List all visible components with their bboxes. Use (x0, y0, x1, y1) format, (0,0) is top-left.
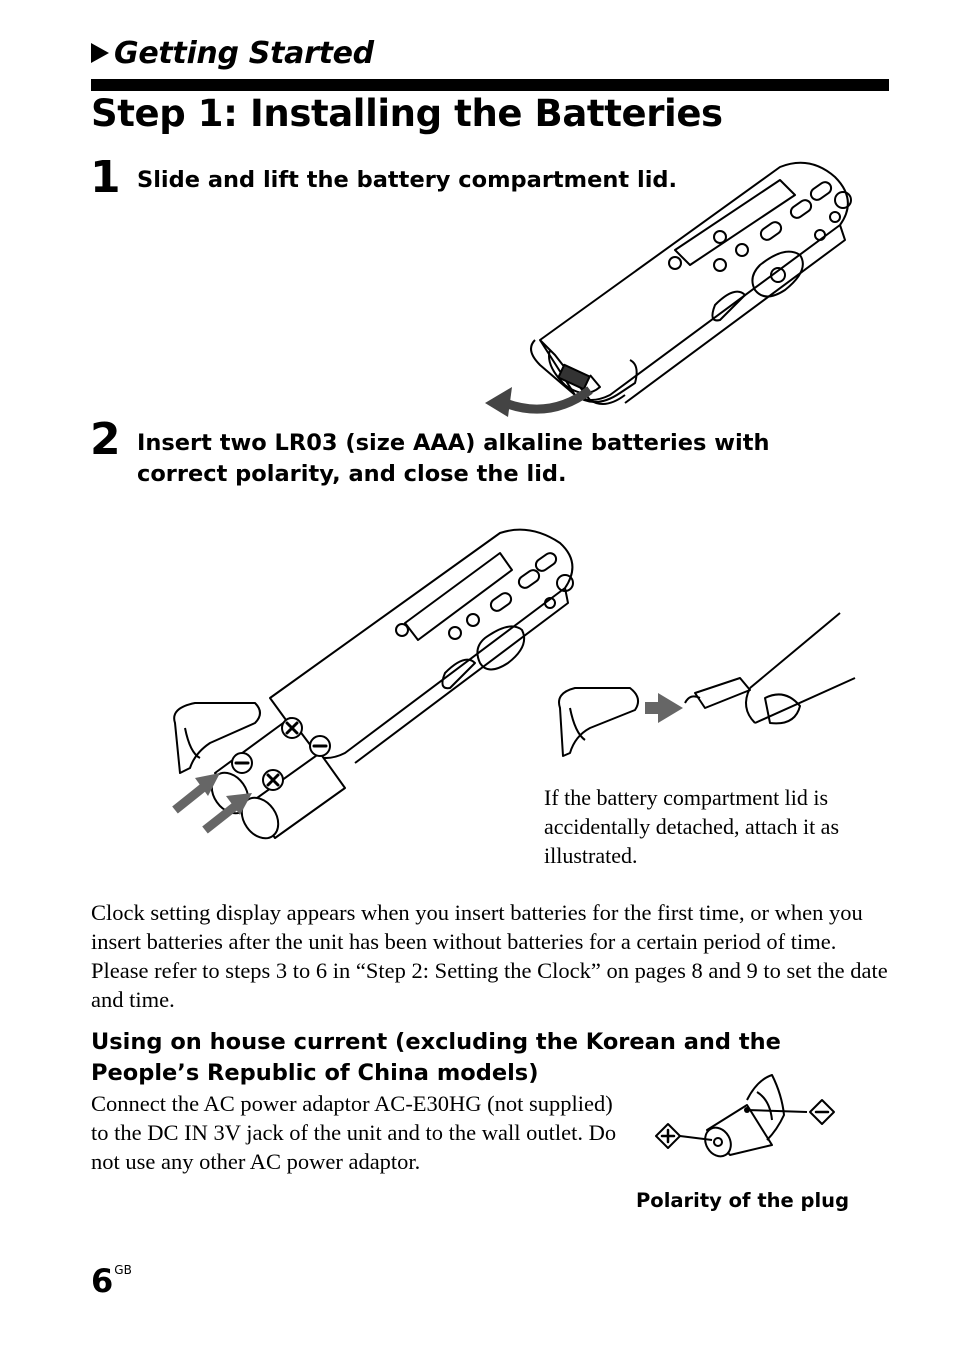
step-2-text: Insert two LR03 (size AAA) alkaline batteries with correct polarity, and close the lid. (137, 430, 770, 487)
page-number (91, 1262, 132, 1300)
section-label-text: Getting Started (114, 36, 374, 71)
triangle-icon (91, 43, 109, 63)
page-number-value: 6 (91, 1262, 114, 1300)
clock-paragraph: Clock setting display appears when you insert batteries for the first time, or when you insert batteries after the unit has been without batteries for a certain period of time. Please refer to steps 3 to 6 in “Step 2: Setting the Clock” on pages 8 and 9 to set the date and time. (91, 900, 888, 1012)
lid-attach-illustration (555, 608, 865, 763)
recorder-lid-illustration (480, 155, 860, 420)
polarity-caption: Polarity of the plug (636, 1189, 850, 1212)
page-title: Step 1: Installing the Batteries (91, 92, 723, 135)
plug-polarity-illustration (652, 1070, 842, 1155)
house-current-body: Connect the AC power adaptor AC-E30HG (not supplied) to the DC IN 3V jack of the unit and to the wall outlet. Do not use any other AC power adaptor. (91, 1091, 617, 1174)
detach-note: If the battery compartment lid is accidentally detached, attach it as illustrated. (544, 785, 840, 868)
page-number-suffix: GB (114, 1263, 132, 1277)
section-label (91, 36, 374, 71)
header-rule (91, 79, 889, 91)
step-1-text: Slide and lift the battery compartment lid. (137, 167, 678, 193)
house-current-heading: Using on house current (excluding the Korean and the People’s Republic of China models) (91, 1029, 781, 1086)
step-1-number: 1 (90, 152, 121, 203)
step-2-number: 2 (90, 414, 121, 465)
battery-insertion-illustration (170, 528, 590, 833)
